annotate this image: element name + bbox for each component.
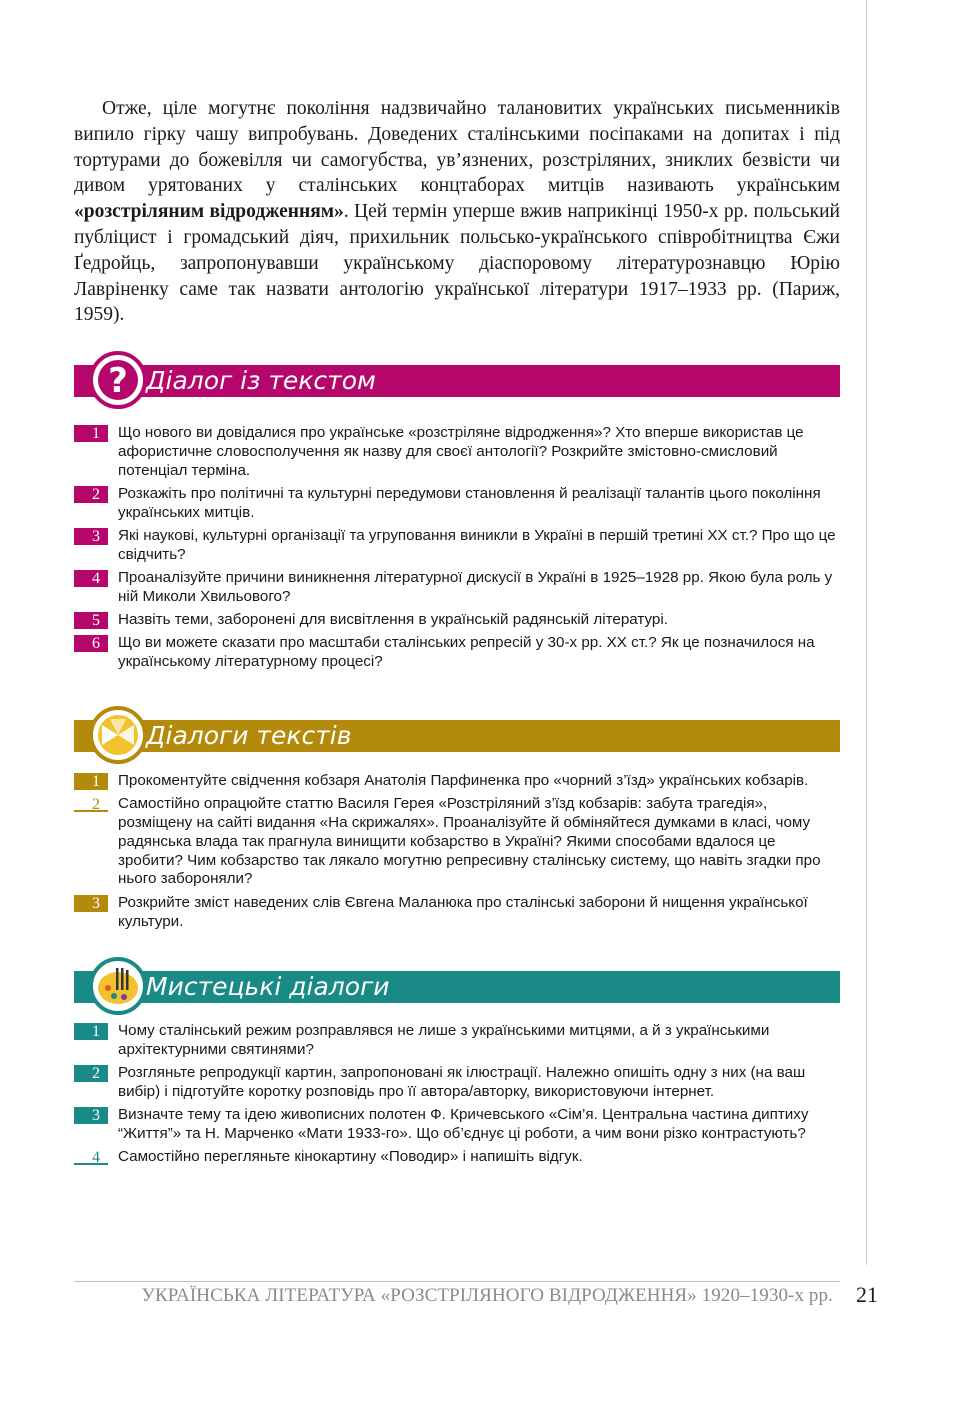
item-text: Чому сталінський режим розправлявся не лише з українськими митцями, а й з українськими архітектурними святинями? (118, 1022, 770, 1058)
item-text: Розгляньте репродукції картин, запропоновані як ілюстрації. Належно опишіть одну з них (на ваш вибір) і підготуйте коротку розповідь про її автора/авторку, використовуючи інтернет. (118, 1064, 806, 1100)
item-number: 1 (74, 773, 108, 790)
svg-text:?: ? (108, 361, 128, 401)
item-number: 2 (74, 486, 108, 503)
palette-icon (88, 956, 148, 1016)
list-item (74, 527, 840, 565)
list-item (74, 894, 840, 932)
item-text: Проаналізуйте причини виникнення літературної дискусії в Україні в 1925–1928 рр. Якою була роль у ній Миколи Хвильового? (118, 569, 833, 605)
list-item (74, 485, 840, 523)
item-number: 1 (74, 1023, 108, 1040)
item-number: 5 (74, 612, 108, 629)
intro-term: «розстріляним відродженням» (74, 201, 344, 223)
intro-paragraph (74, 96, 840, 328)
item-number: 3 (74, 1107, 108, 1124)
list-item (74, 611, 840, 630)
item-text: Що нового ви довідалися про українське «розстріляне відродження»? Хто вперше використав це афористичне словосполучення як назву для своєї антології? Розкрийте змістовно-смисловий потенціал терміна. (118, 424, 804, 479)
item-number: 3 (74, 895, 108, 912)
intro-text-2: . Цей термін уперше вжив наприкінці 1950-х рр. польський публіцист і громадський діяч, прихильник польсько-українського співробітництва Єжи Ґедройць, запропонувавши українському діаспоровому літературознавцю Юрію Лавріненку саме так назвати антологію української літератури 1917–1933 рр. (Париж, 1959). (74, 201, 840, 326)
item-text: Розкажіть про політичні та культурні передумови становлення й реалізації талантів цього покоління українських митців. (118, 484, 821, 521)
item-text: Розкрийте зміст наведених слів Євгена Маланюка про сталінські заборони й нищення української культури. (118, 893, 808, 930)
item-text: Визначте тему та ідею живописних полотен Ф. Кричевського «Сім’я. Центральна частина диптиху “Життя”» та Н. Марченко «Мати 1933-го». Що об’єднує ці роботи, а чим вони різко контрастують? (118, 1106, 809, 1142)
list-item (74, 1106, 840, 1144)
list-item (74, 795, 840, 889)
item-number: 4 (74, 1149, 108, 1165)
item-text: Що ви можете сказати про масштаби сталінських репресій у 30-х рр. ХХ ст.? Як це позначилося на українському літературному процесі? (118, 634, 815, 671)
list-item (74, 1064, 840, 1102)
item-text: Самостійно перегляньте кінокартину «Поводир» і напишіть відгук. (118, 1148, 583, 1166)
item-text: Прокоментуйте свідчення кобзаря Анатолія Парфиненка про «чорний з’їзд» українських кобзарів. (118, 772, 809, 789)
section-header-texts (74, 720, 840, 752)
arrows-icon (88, 705, 148, 765)
list-item (74, 1022, 840, 1060)
footer-divider (74, 1281, 840, 1282)
list-item (74, 569, 840, 607)
dialog-list (74, 424, 840, 677)
section-header-dialog (74, 361, 840, 401)
list-item (74, 634, 840, 672)
item-number: 2 (74, 796, 108, 812)
item-number: 4 (74, 570, 108, 587)
section-title-dialog: Діалог із текстом (146, 366, 376, 395)
list-item (74, 772, 840, 791)
page-number: 21 (856, 1282, 878, 1307)
texts-list (74, 772, 840, 936)
section-title-art: Мистецькі діалоги (146, 972, 390, 1001)
item-number: 2 (74, 1065, 108, 1082)
question-icon (88, 350, 148, 410)
list-item (74, 1148, 840, 1167)
section-header-art (74, 971, 840, 1003)
item-text: Самостійно опрацюйте статтю Василя Герея «Розстріляний з’їзд кобзарів: забута трагедія», розміщену на сайті видання «На скрижалях». Проаналізуйте й обміняйтеся думками в класі, чому радянська влада так прагнула винищити кобзарство в Україні? Якими способами вдалося це зробити? Чим кобзарство так лякало могутню репресивну сталінську систему, що навіть згадки про нього забороняли? (118, 795, 821, 888)
item-number: 3 (74, 528, 108, 545)
item-number: 1 (74, 425, 108, 442)
item-text: Назвіть теми, заборонені для висвітлення в українській радянській літературі. (118, 611, 668, 629)
page-edge-line (866, 0, 867, 1265)
item-number: 6 (74, 635, 108, 652)
art-list (74, 1022, 840, 1172)
running-footer-title: УКРАЇНСЬКА ЛІТЕРАТУРА «РОЗСТРІЛЯНОГО ВІДРОДЖЕННЯ» 1920–1930-х рр. (141, 1285, 833, 1306)
list-item (74, 424, 840, 480)
section-title-texts: Діалоги текстів (146, 721, 352, 750)
intro-text-1: Отже, ціле могутнє покоління надзвичайно талановитих українських письменників випило гірку чашу випробувань. Доведених сталінськими посіпаками на допитах і під тортурами до божевілля чи самогубства, ув’язнених, розстріляних, зниклих безвісти чи дивом урятованих у сталінських концтаборах митців називають українським (74, 98, 840, 197)
item-text: Які наукові, культурні організації та угруповання виникли в Україні в першій третині ХХ ст.? Про що це свідчить? (118, 526, 836, 563)
